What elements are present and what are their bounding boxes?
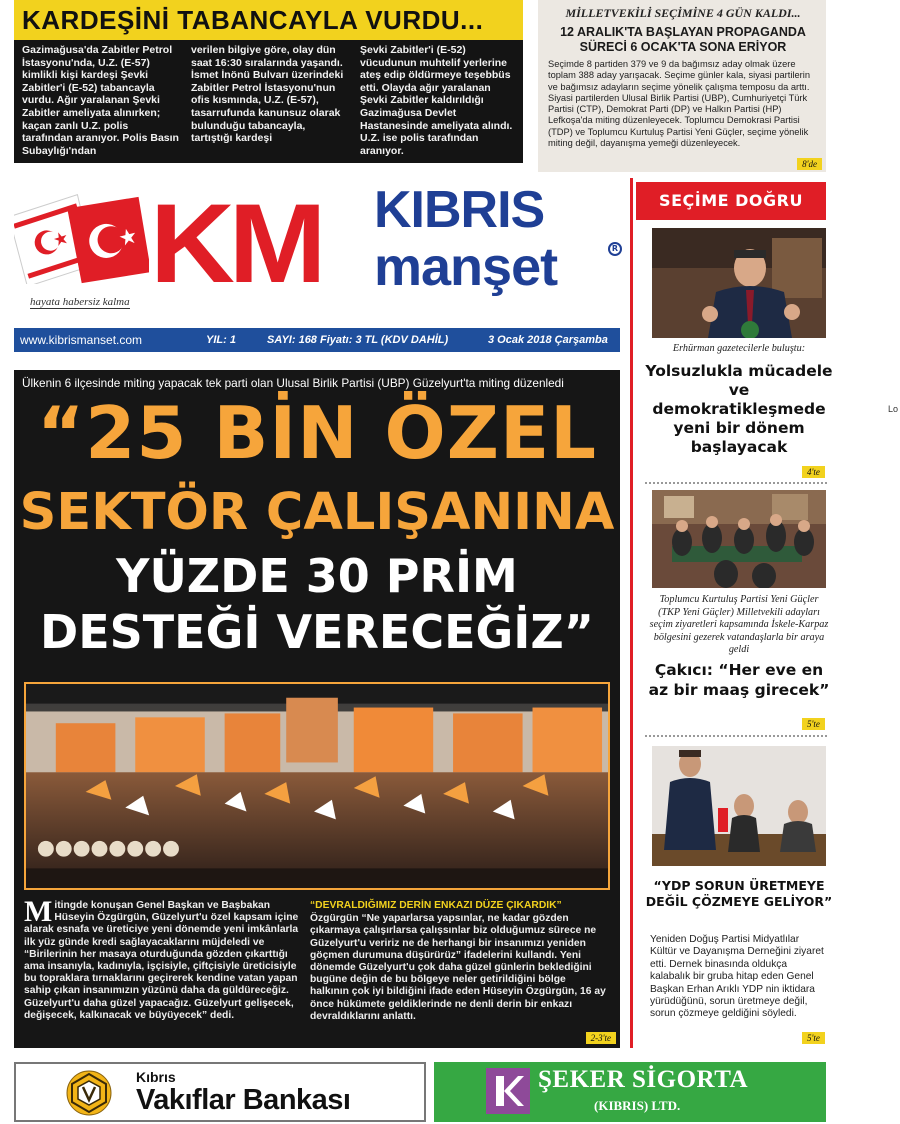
main-body-left-text: itingde konuşan Genel Başkan ve Başbakan Hüseyin Özgürgün, Güzelyurt'u özel kapsam içine alarak esnafa ve üreticiye yeni dönemde yeni imkânlarla ilk yüz günde kredi sağlayacaklarını müjdeledi ve “Birilerinin her masaya oturduğunda gözden çıkarttığı ama insanıyla, kadınıyla, işçisiyle, çiftçisiyle üreticisiyle bu topraklara tırnaklarını geçirerek kendine vatan yapan sahip çıkan insanımızın yüzünü daha da güldüreceğiz. Güzelyurt'u daha güzel yapacağız. Güzelyurt gelişecek, değişecek, kalkınacak ve büyüyecek” dedi. — [24, 900, 299, 1021]
story3-page-ref[interactable]: 5'te — [802, 1032, 825, 1044]
headline-line-1: “25 BİN ÖZEL — [36, 391, 598, 475]
sidebar-label: SEÇİME DOĞRU — [636, 182, 826, 220]
erhurman-photo[interactable] — [652, 228, 826, 338]
headline-line-4: DESTEĞİ VERECEĞİZ” — [40, 605, 594, 659]
sidebar-divider-2 — [645, 735, 827, 737]
headline-line-3: YÜZDE 30 PRİM — [116, 549, 518, 603]
top-left-headline: KARDEŞİNİ TABANCAYLA VURDU... — [14, 0, 523, 40]
seker-logo-icon — [486, 1068, 530, 1114]
logo-kibris[interactable]: KIBRIS — [374, 181, 545, 239]
top-right-story — [538, 0, 826, 172]
top-right-body: Seçimde 8 partiden 379 ve 9 da bağımsız aday olmak üzere toplam 388 aday yarışacak. Seçime günler kala, siyasi partilerin ve bağımsız adayların seçime yönelik çalışma temposu da arttı. Siyasi partilerden Ulusal Birlik Partisi (UBP), Cumhuriyetçi Türk Partisi (CTP), Demokrat Parti (DP) ve Halkın Partisi (HP) Lefkoşa'da miting düzenleyecek. Toplumcu Demokrasi Partisi (TDP) ve Toplumcu Kurtuluş Partisi Yeni Güçler, seçime yönelik miting değil, dayanışma yemeği düzenleyecek. — [548, 59, 810, 149]
story3-title[interactable]: “YDP SORUN ÜRETMEYE DEĞİL ÇÖZMEYE GELİYOR” — [645, 878, 833, 909]
story2-title[interactable]: Çakıcı: “Her eve en az bir maaş girecek” — [648, 661, 830, 699]
main-kicker: Ülkenin 6 ilçesinde miting yapacak tek parti olan Ulusal Birlik Partisi (UBP) Güzelyurt'ta miting düzenledi — [22, 376, 564, 390]
main-subhead: “DEVRALDIĞIMIZ DERİN ENKAZI DÜZE ÇIKARDIK” — [310, 900, 562, 911]
story1-page-ref[interactable]: 4'te — [802, 466, 825, 478]
seker-name: ŞEKER SİGORTA — [538, 1066, 749, 1093]
top-left-columns — [14, 40, 523, 157]
sidebar-divider-line — [630, 178, 633, 1048]
headline-line-2: SEKTÖR ÇALIŞANINA — [19, 483, 615, 542]
vakif-big-text: Vakıflar Bankası — [136, 1084, 351, 1116]
vakiflar-bankasi-ad[interactable] — [14, 1062, 426, 1122]
vakif-emblem-icon — [66, 1070, 112, 1116]
story2-caption: Toplumcu Kurtuluş Partisi Yeni Güçler (TKP Yeni Güçler) Milletvekili adayları seçim ziyaretleri kapsamında İskele-Karpaz bölgesini gezerek vatandaşlarla bir araya geldi — [649, 594, 829, 656]
top-right-page-ref[interactable]: 8'de — [797, 158, 822, 170]
logo-manset[interactable]: manşet — [374, 237, 558, 297]
top-left-column-2: verilen bilgiye göre, olay dün saat 16:30 sıralarında yaşandı. İsmet İnönü Bulvarı üzerindeki Zabitler Petrol İstasyonu'nun ofis kısmında, U.Z. (E-57), tasarrufunda kanunsuz olarak bulunduğu tabancayla, tartıştığı kardeşi — [191, 44, 344, 145]
issue-label: SAYI: 168 — [267, 334, 317, 346]
seker-sub: (KIBRIS) LTD. — [594, 1098, 681, 1113]
story3-body: Yeniden Doğuş Partisi Midyatlılar Kültür ve Dayanışma Derneğini ziyaret etti. Dernek binasında oldukça kalabalık bir gruba hitap eden Genel Başkan Erhan Arıklı YDP nin iktidara yürüdüğünü, sorun üretmeye değil, sorun çözmeye geldiğini söyledi. — [650, 934, 824, 1020]
date-label: 3 Ocak 2018 Çarşamba — [488, 334, 608, 346]
main-body-right-text: Özgürgün “Ne yaparlarsa yapsınlar, ne kadar gözden çıkarmaya çalışırlarsa çalışsınlar biz olduğumuz sürece ne Güzelyurt'u veririz ne de herhangi bir insanımızı yeniden göçmen durumuna düşürürüz” ifadelerini kullandı. Yeni dönemde Güzelyurt'u çok daha güzel günlerin beklediğini bugüne değin de bu bölgeye neler getirildiğini bölge halkının çok iyi bildiğini ifade eden Hüseyin Özgürgün, 16 ay önce hükümete geldiklerinde ne denli derin bir enkazı devraldıklarını anlattı. — [310, 913, 606, 1022]
info-bar — [14, 328, 620, 352]
year-label: YIL: 1 — [206, 334, 236, 346]
story1-title[interactable]: Yolsuzlukla mücadele ve demokratikleşmede yeni bir dönem başlayacak — [645, 362, 833, 456]
sidebar-divider-1 — [645, 482, 827, 484]
top-left-story — [14, 0, 523, 163]
top-right-title: 12 ARALIK'TA BAŞLAYAN PROPAGANDA SÜRECİ 6 OCAK'TA SONA ERİYOR — [560, 25, 806, 54]
story2-page-ref[interactable]: 5'te — [802, 718, 825, 730]
edge-text-fragment: Lo — [888, 404, 899, 414]
logo-km[interactable]: KM — [150, 181, 321, 306]
masthead — [14, 178, 620, 328]
slogan: hayata habersiz kalma — [30, 296, 130, 308]
main-headline[interactable] — [14, 388, 620, 660]
main-page-ref[interactable]: 2-3'te — [586, 1032, 616, 1044]
flags-icon — [14, 184, 149, 284]
drop-cap: M — [24, 895, 53, 928]
top-right-kicker: MİLLETVEKİLİ SEÇİMİNE 4 GÜN KALDI... — [565, 6, 801, 20]
main-story — [14, 370, 620, 1048]
registered-icon: R — [608, 242, 622, 256]
main-body-left — [24, 895, 300, 1022]
seker-sigorta-ad[interactable] — [434, 1062, 826, 1122]
top-left-column-1: Gazimağusa'da Zabitler Petrol İstasyonu'nda, U.Z. (E-57) kimlikli kişi kardeşi Şevki Zabitler'i (E-52) tabancayla vurdu. Ağır yaralanan Şevki Zabitler ameliyata alınırken; kaçan zanlı U.Z. polis tarafından aranıyor. Polis Basın Subaylığı'ndan — [22, 44, 179, 157]
vakif-small-text: Kıbrıs — [136, 1069, 176, 1085]
price-label: Fiyatı: 3 TL (KDV DAHİL) — [320, 334, 449, 346]
top-left-column-3: Şevki Zabitler'i (E-52) vücudunun muhtelif yerlerine ateş edip öldürmeye teşebbüs etti. Olayda ağır yaralanan Şevki Zabitler kaldırıldığı Gazimağusa Devlet Hastanesinde ameliyata alındı. U.Z. ise polis tarafından aranıyor. — [360, 44, 513, 157]
story1-caption: Erhürman gazetecilerle buluştu: — [672, 343, 806, 354]
ydp-photo[interactable] — [652, 746, 826, 866]
tkp-photo[interactable] — [652, 490, 826, 588]
main-body-right — [310, 900, 606, 1023]
rally-photo[interactable] — [24, 682, 610, 890]
website-link[interactable]: www.kibrismanset.com — [20, 333, 143, 347]
